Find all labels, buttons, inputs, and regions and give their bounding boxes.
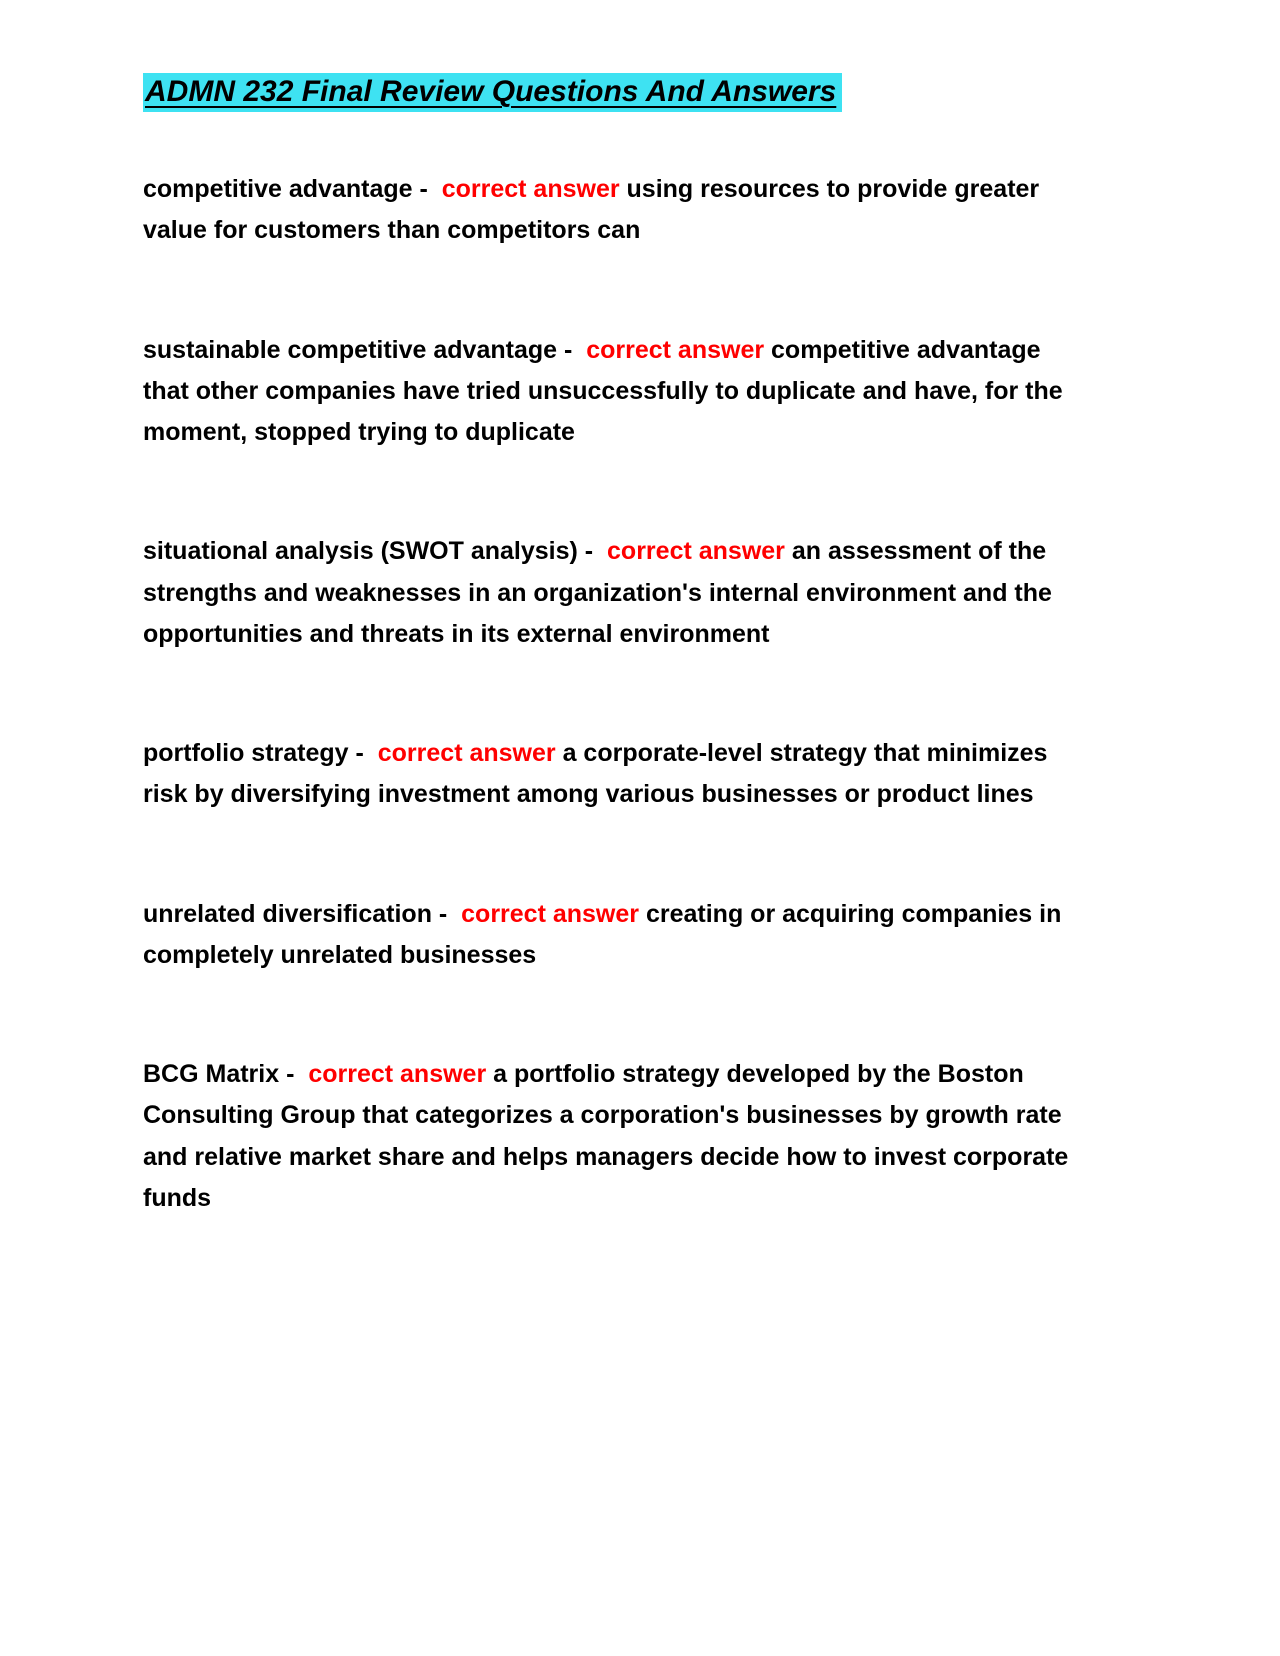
qa-correct-answer-marker: correct answer xyxy=(586,335,765,364)
page-title: ADMN 232 Final Review Questions And Answers xyxy=(143,73,842,112)
qa-entry xyxy=(143,894,1083,977)
qa-definition: a corporate-level strategy that minimizes risk by diversifying investment among various businesses or product lines xyxy=(143,739,1048,809)
qa-term: unrelated diversification xyxy=(143,899,432,928)
qa-definition: an assessment of the strengths and weaknesses in an organization's internal environment and the opportunities and threats in its external environment xyxy=(143,537,1052,648)
qa-entry xyxy=(143,1054,1083,1219)
qa-term: situational analysis (SWOT analysis) xyxy=(143,537,578,566)
qa-space xyxy=(785,537,792,565)
qa-term: BCG Matrix xyxy=(143,1060,280,1088)
qa-separator: - xyxy=(279,1060,309,1088)
qa-correct-answer-marker: correct answer xyxy=(441,175,620,203)
qa-term: competitive advantage xyxy=(143,175,413,203)
qa-definition: competitive advantage that other companies have tried unsuccessfully to duplicate and have, for the moment, stopped trying to duplicate xyxy=(143,335,1063,446)
qa-term: portfolio strategy xyxy=(143,739,349,767)
qa-correct-answer-marker: correct answer xyxy=(607,537,785,566)
qa-definition: a portfolio strategy developed by the Boston Consulting Group that categorizes a corporation's businesses by growth rate and relative market share and helps managers decide how to invest corporate funds xyxy=(143,1060,1069,1212)
qa-entry xyxy=(143,733,1083,816)
qa-space xyxy=(620,175,627,203)
title-wrap xyxy=(143,72,1120,111)
qa-term: sustainable competitive advantage xyxy=(143,335,558,364)
qa-space xyxy=(764,336,771,364)
qa-entry xyxy=(143,169,1083,252)
qa-separator: - xyxy=(412,175,442,203)
qa-space xyxy=(556,739,563,767)
qa-definition: using resources to provide greater value for customers than competitors can xyxy=(143,175,1040,245)
qa-correct-answer-marker: correct answer xyxy=(377,739,556,767)
qa-separator: - xyxy=(431,899,462,928)
qa-space xyxy=(639,900,646,928)
qa-separator: - xyxy=(577,537,608,566)
qa-separator: - xyxy=(557,335,587,364)
qa-entry xyxy=(143,330,1083,454)
qa-separator: - xyxy=(348,739,378,767)
qa-correct-answer-marker: correct answer xyxy=(308,1060,487,1088)
qa-entry xyxy=(143,531,1083,655)
qa-definition: creating or acquiring companies in completely unrelated businesses xyxy=(143,899,1062,969)
qa-correct-answer-marker: correct answer xyxy=(461,899,640,928)
